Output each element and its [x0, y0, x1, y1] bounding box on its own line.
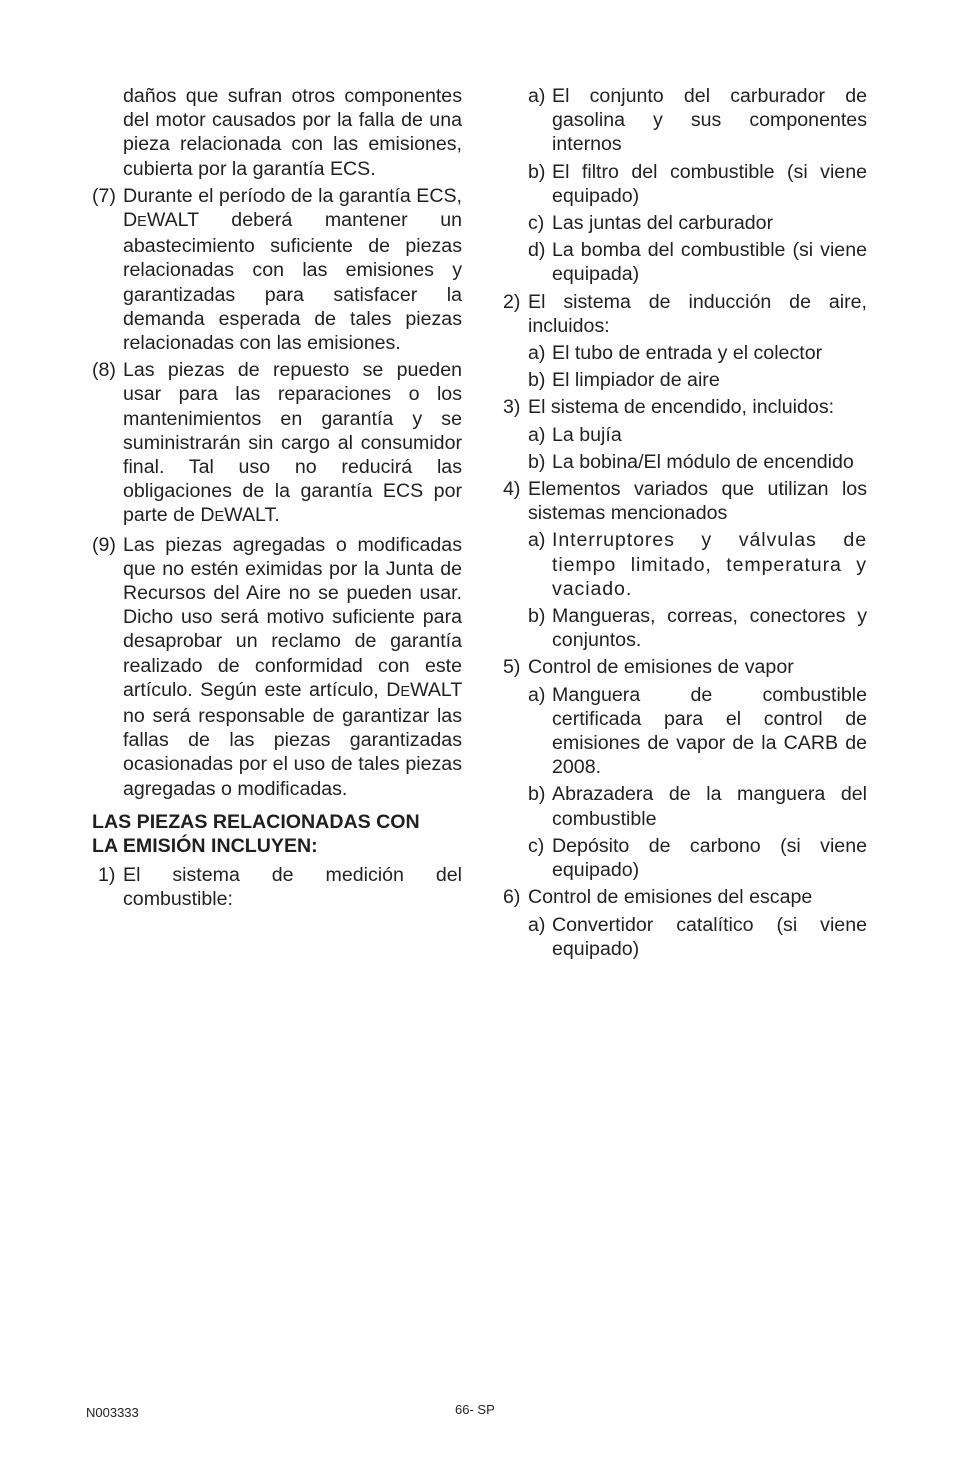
sub-item-c: c) Las juntas del carburador: [528, 212, 774, 235]
page-number: 66- SP: [455, 1402, 495, 1417]
list-item-3: [503, 395, 867, 419]
item-text: Control de emisiones del escape: [528, 886, 813, 909]
item-number: 5): [503, 656, 521, 679]
item-text: El sistema de inducción de aire, incluidos:: [528, 290, 867, 337]
item-number: (7): [92, 184, 116, 207]
brand-name: DEWALT: [386, 678, 462, 701]
sub-item-d: d) La bomba del combustible (si viene equipada): [528, 239, 867, 286]
item-text: El sistema de medición del combustible:: [123, 863, 462, 911]
item-text: Las piezas de repuesto se pueden usar para las reparaciones o los mantenimientos en garantía y se suministrarán sin cargo al consumidor final. Tal uso no reducirá las obligaciones de la garantía ECS por parte de DEWALT.: [123, 359, 462, 527]
sub-item-a: a) Manguera de combustible certificada para el control de emisiones de vapor de la CARB de 2008.: [528, 683, 867, 779]
item-number: 1): [98, 863, 116, 886]
sub-item-a: a) La bujía: [528, 423, 622, 446]
list-item-6: [503, 885, 867, 909]
brand-name: DEWALT: [200, 504, 275, 527]
list-item-1: [98, 863, 462, 911]
list-item-4: [503, 477, 867, 525]
list-item-8: [92, 358, 462, 529]
sub-item-a: a) El tubo de entrada y el colector: [528, 342, 823, 365]
section-heading: LAS PIEZAS RELACIONADAS CON LA EMISIÓN INCLUYEN:: [92, 810, 420, 857]
sub-item-a: a) Convertidor catalítico (si viene equipado): [528, 913, 867, 960]
sub-item-a: a) El conjunto del carburador de gasolina y sus componentes internos: [528, 85, 867, 156]
sub-item-b: b) La bobina/El módulo de encendido: [528, 450, 854, 473]
continued-paragraph: daños que sufran otros componentes del motor causados por la falla de una pieza relacionada con las emisiones, cubierta por la garantía ECS.: [123, 85, 462, 180]
sub-item-c: c) Depósito de carbono (si viene equipado): [528, 834, 867, 882]
sub-item-a: a) Interruptores y válvulas de tiempo limitado, temperatura y vaciado.: [528, 529, 867, 600]
list-item-2: [503, 290, 867, 338]
item-number: (9): [92, 533, 116, 556]
document-number: N003333: [86, 1405, 139, 1420]
item-number: 3): [503, 396, 521, 419]
right-column: [503, 84, 867, 964]
item-number: 4): [503, 478, 521, 501]
list-item-9: [92, 533, 462, 801]
item-number: 2): [503, 290, 521, 313]
sub-item-b: b) Mangueras, correas, conectores y conjuntos.: [528, 605, 867, 652]
left-column: [92, 84, 462, 914]
item-number: 6): [503, 886, 521, 909]
item-text: Control de emisiones de vapor: [528, 656, 794, 679]
item-text: Elementos variados que utilizan los sistemas mencionados: [528, 478, 867, 525]
list-item-7: [92, 184, 462, 355]
list-item-5: [503, 655, 867, 679]
item-number: (8): [92, 359, 116, 382]
brand-name: DEWALT: [123, 209, 199, 232]
sub-item-b: b) El limpiador de aire: [528, 369, 720, 392]
sub-item-b: b) El filtro del combustible (si viene equipado): [528, 160, 867, 207]
item-text: El sistema de encendido, incluidos:: [528, 396, 835, 419]
sub-item-b: b) Abrazadera de la manguera del combustible: [528, 783, 867, 830]
item-text: Durante el período de la garantía ECS, DEWALT deberá mantener un abastecimiento suficiente de piezas relacionadas con las emisiones y garantizadas para satisfacer la demanda esperada de tales piezas relacionadas con las emisiones.: [123, 184, 462, 355]
item-text: Las piezas agregadas o modificadas que no estén eximidas por la Junta de Recursos del Aire no se pueden usar. Dicho uso será motivo suficiente para desaprobar un reclamo de garantía realizado de conformidad con este artículo. Según este artículo, DEWALT no será responsable de garantizar las fallas de las piezas garantizadas ocasionadas por el uso de tales piezas agregadas o modificadas.: [123, 533, 462, 800]
